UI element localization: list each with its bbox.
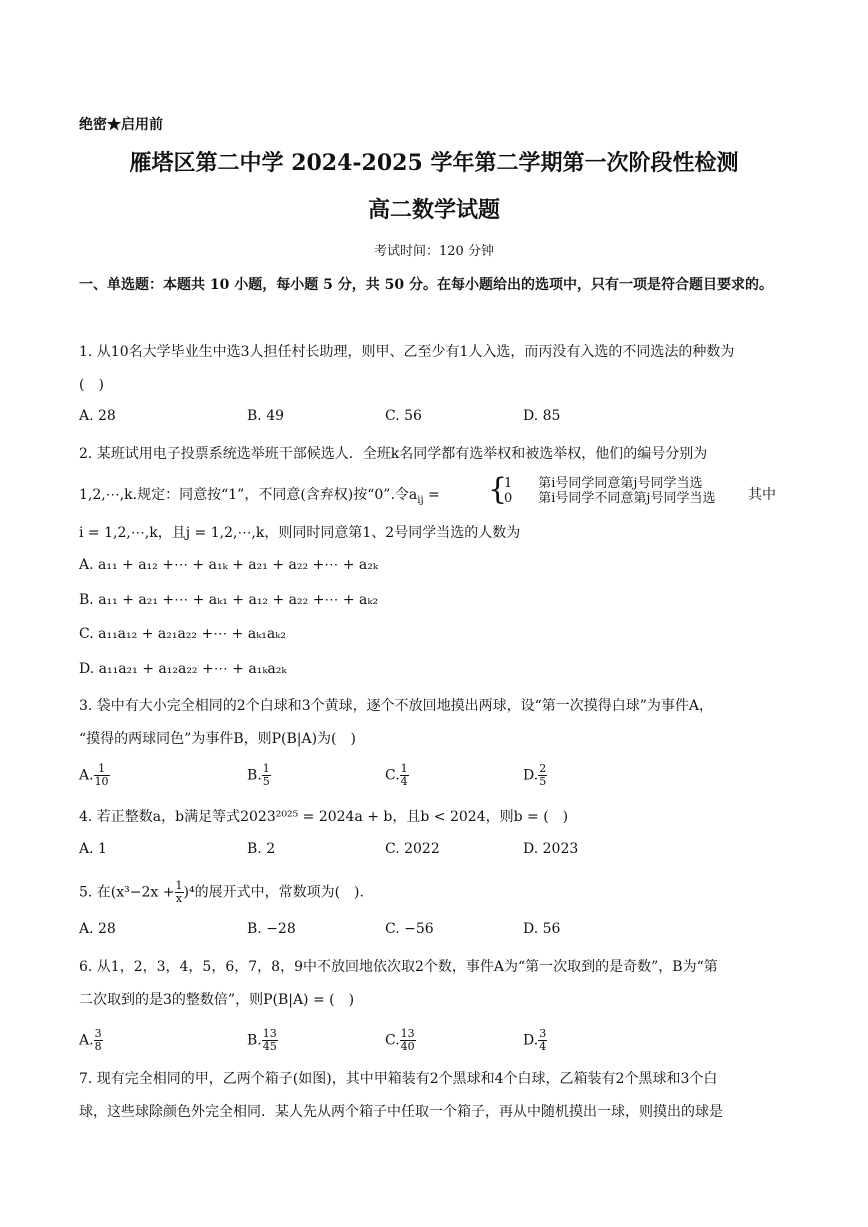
brace-symbol: { [488,472,508,507]
q4-line1: 4. 若正整数a，b满足等式2023²⁰²⁵ = 2024a + b，且b < 2024，则b = ( ) [79,809,569,825]
q3-option-b-label: B. [247,767,262,784]
q6-option-b [247,1028,278,1053]
q2-line1: 2. 某班试用电子投票系统选举班干部候选人．全班k名同学都有选举权和被选举权，他们的编号分别为 [79,446,708,462]
q5-option-c: C. −56 [385,921,434,937]
q6-option-d [523,1028,547,1053]
q6-option-d-den: 4 [539,1040,547,1053]
q3-option-c-num: 1 [400,762,408,775]
q6-option-c-label: C. [385,1032,400,1049]
q2-line2: 1,2,⋯,k.规定：同意按“1”，不同意(含弃权)按“0”.令$a_{ij}$ = [79,487,440,506]
q5-prefix: 5. 在(x³−2x + [79,884,175,901]
q1-option-c: C. 56 [385,408,422,424]
q6-option-b-num: 13 [262,1027,277,1040]
confidential-mark: 绝密★启用前 [79,117,163,133]
q2-option-d: D. a₁₁a₂₁ + a₁₂a₂₂ +⋯ + a₁ₖa₂ₖ [79,661,287,677]
q2-option-c: C. a₁₁a₁₂ + a₂₁a₂₂ +⋯ + aₖ₁aₖ₂ [79,626,286,642]
q3-option-d-num: 2 [539,762,547,775]
q3-option-c-label: C. [385,767,400,784]
q6-option-c-den: 40 [400,1040,415,1053]
q3-option-b-num: 1 [262,762,270,775]
q1-stem-line2: ( ) [79,377,104,393]
q2-case-bottom: 0 第i号同学不同意第j号同学当选 [504,491,716,506]
q6-option-a-den: 8 [94,1040,102,1053]
q2-line2-text: 1,2,⋯,k.规定：同意按“1”，不同意(含弃权)按“0”.令a [79,487,418,503]
q7-line1: 7. 现有完全相同的甲，乙两个箱子(如图)，其中甲箱装有2个黑球和4个白球，乙箱装有2个黑球和3个白 [79,1071,718,1087]
q2-subscript: ij [417,494,424,506]
q1-options [79,408,791,430]
q5-option-a: A. 28 [79,921,116,937]
q5-option-d: D. 56 [523,921,561,937]
q3-line1: 3. 袋中有大小完全相同的2个白球和3个黄球，逐个不放回地摸出两球，设“第一次摸得白球”为事件A， [79,698,714,714]
q5-line1 [79,880,364,905]
q2-option-b: B. a₁₁ + a₂₁ +⋯ + aₖ₁ + a₁₂ + a₂₂ +⋯ + aₖ₂ [79,592,379,608]
section-heading: 一、单选题：本题共 10 小题，每小题 5 分，共 50 分。在每小题给出的选项中，只有一项是符合题目要求的。 [79,277,773,293]
q6-option-b-label: B. [247,1032,262,1049]
q3-option-a-den: 10 [94,775,109,788]
q1-option-a: A. 28 [79,408,116,424]
q6-option-a [79,1028,103,1053]
q4-option-b: B. 2 [247,841,276,857]
exam-time: 考试时间：120 分钟 [374,244,494,259]
q1-stem-line1: 1. 从10名大学毕业生中选3人担任村长助理，则甲、乙至少有1人入选，而丙没有入选的不同选法的种数为 [79,344,735,360]
q4-options [79,841,791,863]
exam-subtitle: 高二数学试题 [367,197,500,223]
q6-option-c [385,1028,416,1053]
q6-option-c-num: 13 [400,1027,415,1040]
q6-option-b-den: 45 [262,1040,277,1053]
q6-option-d-num: 3 [539,1027,547,1040]
q2-case-top: 1 第i号同学同意第j号同学当选 [504,476,703,491]
q3-option-c-den: 4 [400,775,408,788]
q2-option-a: A. a₁₁ + a₁₂ +⋯ + a₁ₖ + a₂₁ + a₂₂ +⋯ + a₂ₖ [79,557,378,573]
q3-option-b [247,763,271,788]
q3-option-d-den: 5 [539,775,547,788]
q5-frac-den: x [175,892,183,905]
q6-option-d-label: D. [523,1032,539,1049]
exam-title: 雁塔区第二中学 2024-2025 学年第二学期第一次阶段性检测 [129,150,739,176]
q5-option-b: B. −28 [247,921,296,937]
q4-option-a: A. 1 [79,841,107,857]
q1-option-b: B. 49 [247,408,285,424]
q5-options [79,921,791,943]
q5-suffix: )⁴的展开式中，常数项为( ). [183,884,364,901]
q4-option-d: D. 2023 [523,841,579,857]
q3-options [79,762,791,788]
q6-option-a-label: A. [79,1032,94,1049]
q3-option-d-label: D. [523,767,539,784]
q3-option-c [385,763,409,788]
q3-line2: “摸得的两球同色”为事件B，则P(B|A)为( ) [79,731,356,747]
q2-line3: i = 1,2,⋯,k，且j = 1,2,⋯,k，则同时同意第1、2号同学当选的人数为 [79,525,521,541]
q3-option-d [523,763,547,788]
q4-option-c: C. 2022 [385,841,440,857]
q3-option-a [79,763,110,788]
q6-line1: 6. 从1，2，3，4，5，6，7，8，9中不放回地依次取2个数，事件A为“第一次取到的是奇数”，B为“第 [79,959,718,975]
q5-frac-num: 1 [175,879,183,892]
q6-option-a-num: 3 [94,1027,102,1040]
q3-option-a-num: 1 [94,763,110,776]
q6-options [79,1027,791,1053]
q1-option-d: D. 85 [523,408,561,424]
q7-line2: 球，这些球除颜色外完全相同．某人先从两个箱子中任取一个箱子，再从中随机摸出一球，则摸出的球是 [79,1104,723,1120]
q2-line2-end: 其中 [748,487,776,503]
q3-option-a-label: A. [79,767,94,784]
q3-option-b-den: 5 [262,775,270,788]
q6-line2: 二次取到的是3的整数倍”，则P(B|A) = ( ) [79,992,355,1008]
